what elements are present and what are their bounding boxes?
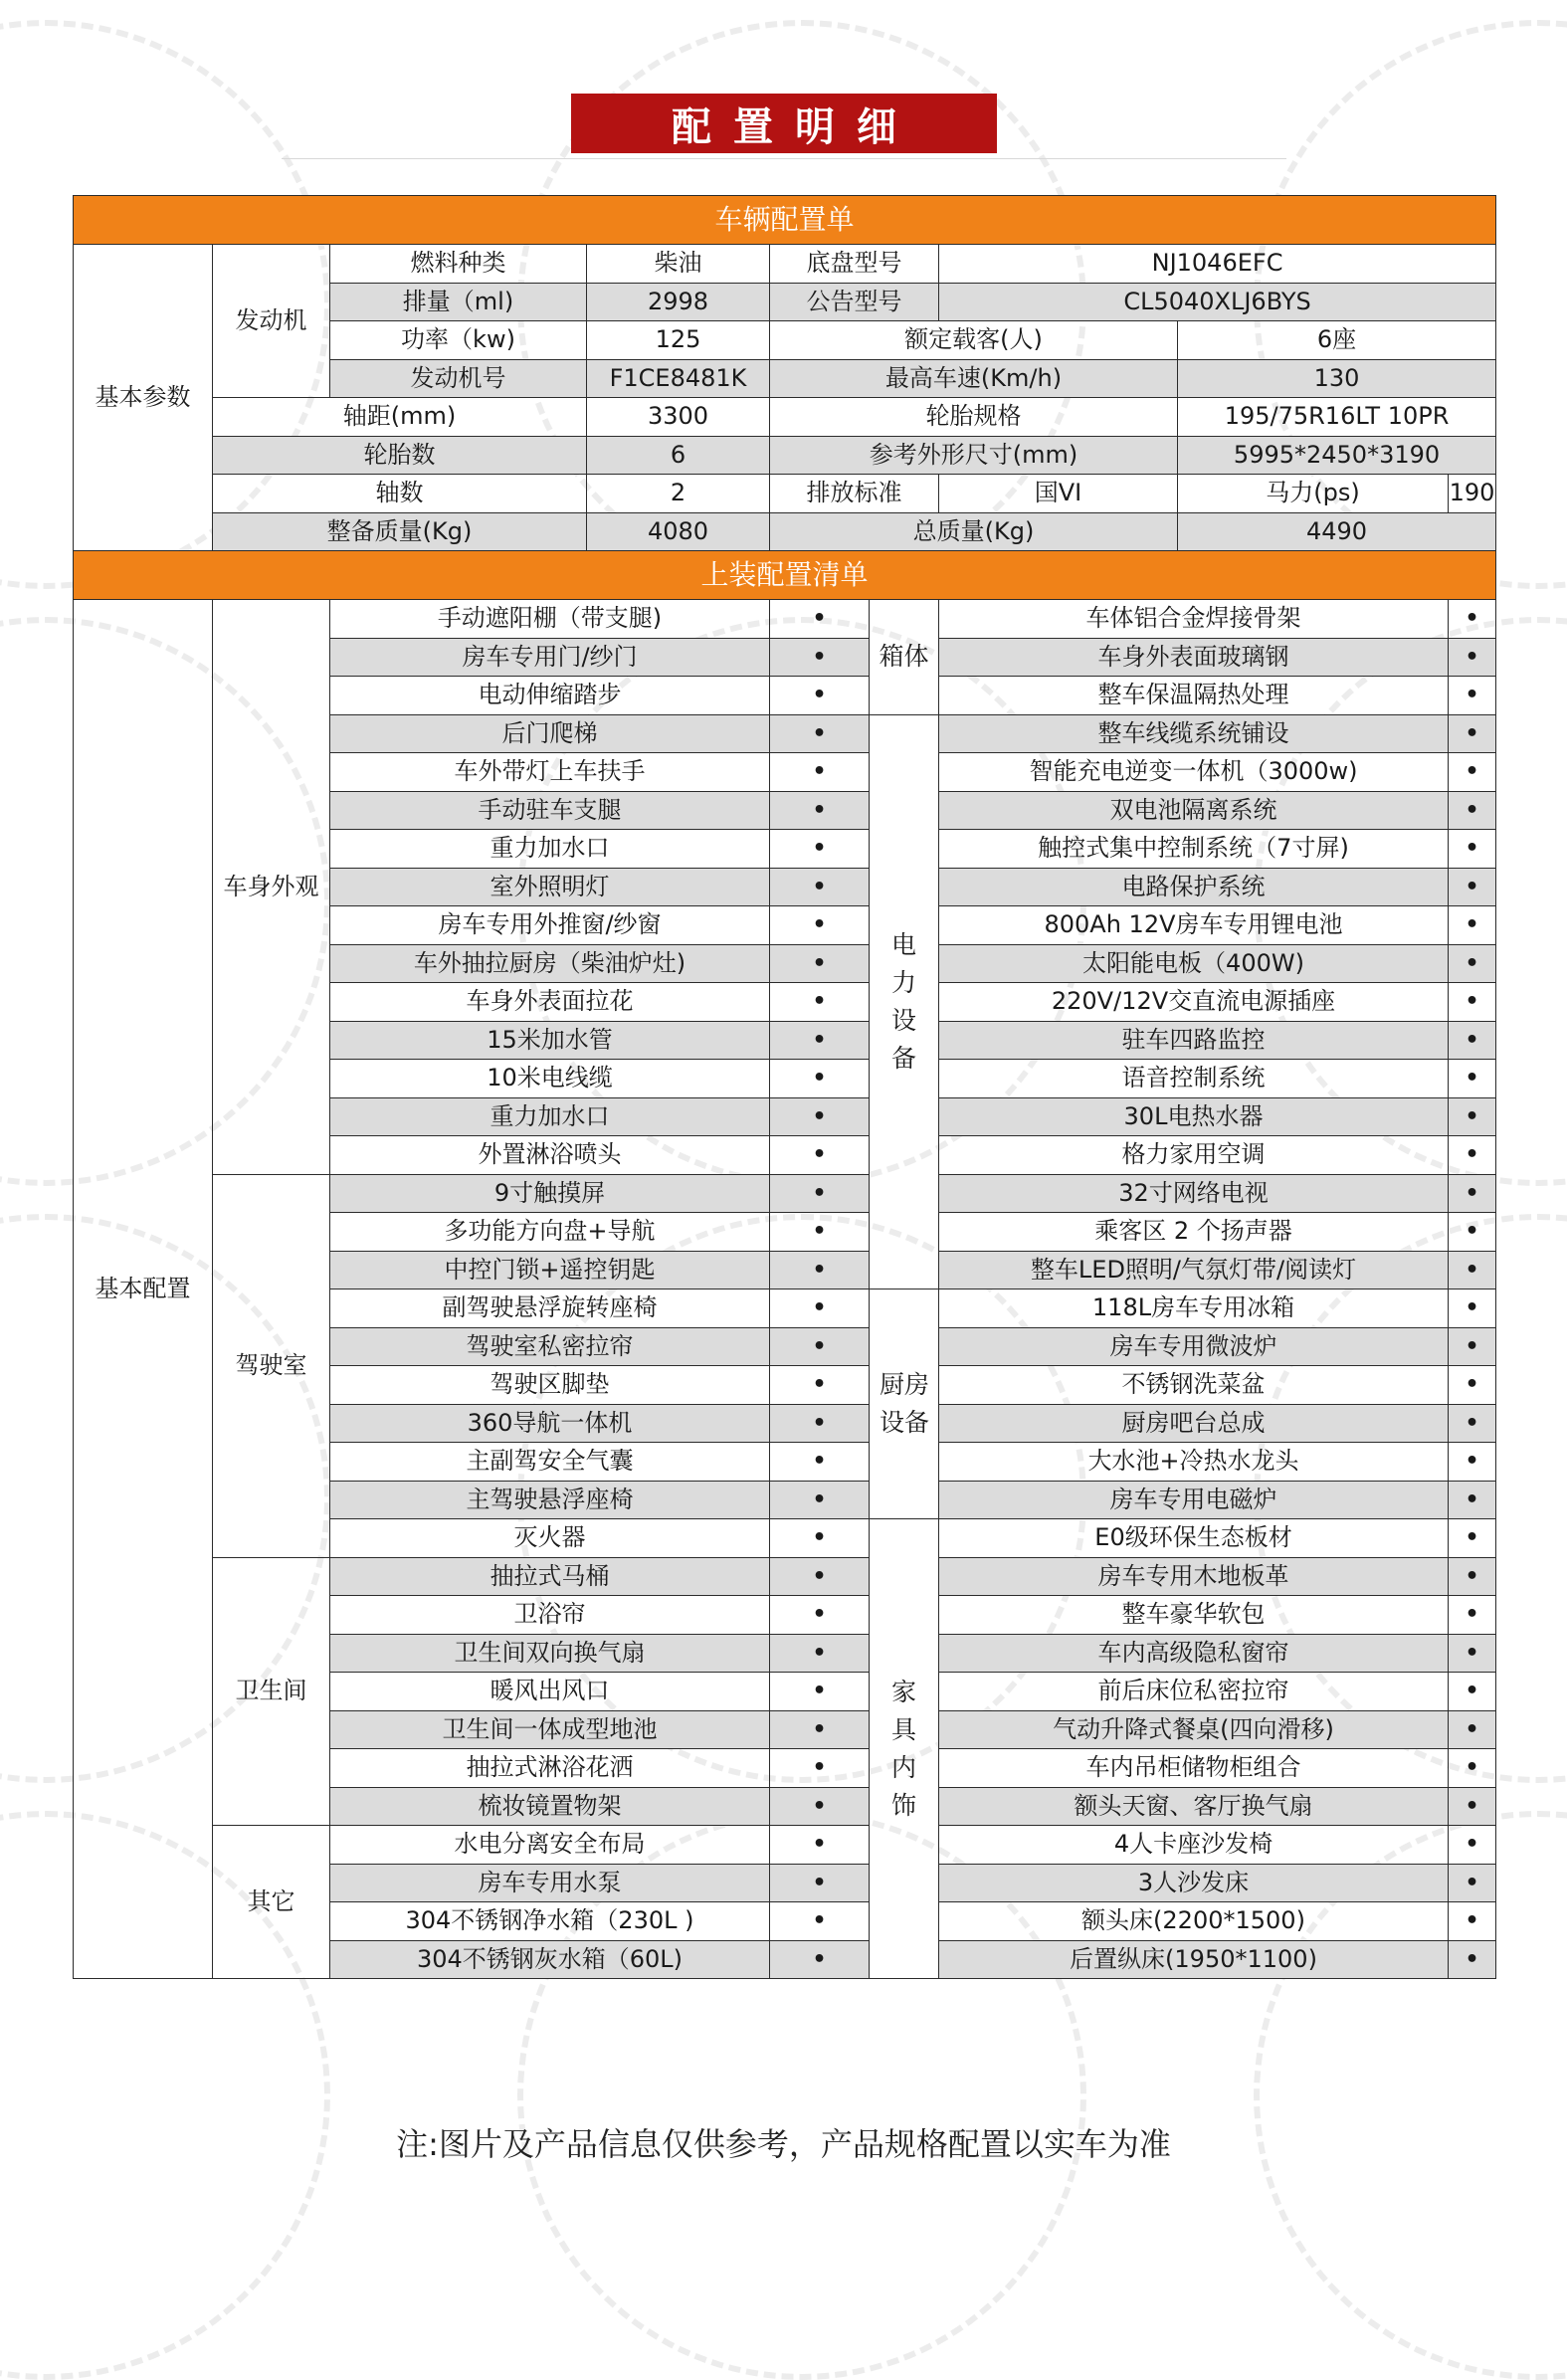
right-item-mark: •	[1449, 1673, 1496, 1711]
rated-passengers-label: 额定载客(人)	[770, 321, 1178, 360]
right-item: 整车豪华软包	[939, 1596, 1449, 1635]
engine-label: 发动机	[213, 245, 330, 398]
right-item: 语音控制系统	[939, 1060, 1449, 1098]
right-group-label-text: 箱体	[879, 642, 929, 672]
power-value: 125	[587, 321, 770, 360]
basic-params-label: 基本参数	[74, 245, 213, 551]
right-item-mark: •	[1449, 1596, 1496, 1635]
right-item-mark: •	[1449, 714, 1496, 753]
left-item-mark: •	[770, 1634, 870, 1673]
left-item: 卫浴帘	[330, 1596, 770, 1635]
left-item-mark: •	[770, 1864, 870, 1902]
right-item-mark: •	[1449, 1557, 1496, 1596]
right-item-mark: •	[1449, 1366, 1496, 1405]
right-item-mark: •	[1449, 638, 1496, 677]
right-item: 房车专用电磁炉	[939, 1481, 1449, 1519]
header-rule	[282, 158, 1286, 159]
right-item: 车身外表面玻璃钢	[939, 638, 1449, 677]
right-item: E0级环保生态板材	[939, 1519, 1449, 1558]
right-item-mark: •	[1449, 983, 1496, 1022]
power-label: 功率（kw)	[330, 321, 587, 360]
gross-weight-label: 总质量(Kg)	[770, 512, 1178, 551]
left-item: 304不锈钢灰水箱（60L)	[330, 1940, 770, 1979]
left-item: 车外带灯上车扶手	[330, 753, 770, 792]
right-item: 格力家用空调	[939, 1136, 1449, 1175]
right-item: 额头床(2200*1500)	[939, 1902, 1449, 1941]
left-item-mark: •	[770, 1213, 870, 1252]
right-item: 车体铝合金焊接骨架	[939, 600, 1449, 639]
left-item: 主驾驶悬浮座椅	[330, 1481, 770, 1519]
footer-note: 注:图片及产品信息仅供参考，产品规格配置以实车为准	[396, 2125, 1171, 2163]
max-speed-value: 130	[1178, 359, 1496, 398]
left-item: 车外抽拉厨房（柴油炉灶)	[330, 944, 770, 983]
left-item: 360导航一体机	[330, 1404, 770, 1443]
left-item: 驾驶区脚垫	[330, 1366, 770, 1405]
equipment-section-title: 上装配置清单	[74, 551, 1496, 600]
announce-model-value: CL5040XLJ6BYS	[939, 283, 1496, 321]
left-item-mark: •	[770, 1596, 870, 1635]
right-item: 智能充电逆变一体机（3000w)	[939, 753, 1449, 792]
left-item: 车身外表面拉花	[330, 983, 770, 1022]
page-header	[0, 94, 1567, 155]
left-item-mark: •	[770, 1826, 870, 1865]
tire-spec-value: 195/75R16LT 10PR	[1178, 398, 1496, 437]
left-item: 后门爬梯	[330, 714, 770, 753]
left-item-mark: •	[770, 1021, 870, 1060]
right-item-mark: •	[1449, 1327, 1496, 1366]
basic-config-label: 基本配置	[74, 600, 213, 1979]
left-item-mark: •	[770, 830, 870, 869]
right-item: 整车LED照明/气氛灯带/阅读灯	[939, 1251, 1449, 1289]
right-item-mark: •	[1449, 1213, 1496, 1252]
left-item-mark: •	[770, 944, 870, 983]
left-item-mark: •	[770, 791, 870, 830]
left-item: 水电分离安全布局	[330, 1826, 770, 1865]
left-item: 灭火器	[330, 1519, 770, 1558]
left-item-mark: •	[770, 868, 870, 906]
rated-passengers-value: 6座	[1178, 321, 1496, 360]
right-item-mark: •	[1449, 1136, 1496, 1175]
dimensions-value: 5995*2450*3190	[1178, 436, 1496, 475]
right-item-mark: •	[1449, 1060, 1496, 1098]
right-item: 气动升降式餐桌(四向滑移)	[939, 1710, 1449, 1749]
left-group-label: 车身外观	[213, 600, 330, 1175]
tire-spec-label: 轮胎规格	[770, 398, 1178, 437]
emission-value: 国VI	[939, 475, 1178, 513]
left-item-mark: •	[770, 1289, 870, 1328]
right-item-mark: •	[1449, 1787, 1496, 1826]
left-item: 卫生间一体成型地池	[330, 1710, 770, 1749]
right-item-mark: •	[1449, 1710, 1496, 1749]
left-item: 手动遮阳棚（带支腿)	[330, 600, 770, 639]
right-item: 车内吊柜储物柜组合	[939, 1749, 1449, 1788]
right-item-mark: •	[1449, 791, 1496, 830]
right-item: 乘客区 2 个扬声器	[939, 1213, 1449, 1252]
left-item-mark: •	[770, 906, 870, 945]
right-item-mark: •	[1449, 1251, 1496, 1289]
left-item-mark: •	[770, 1481, 870, 1519]
displacement-label: 排量（ml)	[330, 283, 587, 321]
left-item-mark: •	[770, 1060, 870, 1098]
left-item-mark: •	[770, 1902, 870, 1941]
wheelbase-label: 轴距(mm)	[213, 398, 587, 437]
page-title: 配置明细	[571, 94, 997, 153]
left-item-mark: •	[770, 1673, 870, 1711]
left-item: 驾驶室私密拉帘	[330, 1327, 770, 1366]
right-item: 整车保温隔热处理	[939, 677, 1449, 715]
right-group-label	[870, 600, 939, 715]
left-item-mark: •	[770, 1327, 870, 1366]
left-item: 房车专用水泵	[330, 1864, 770, 1902]
max-speed-label: 最高车速(Km/h)	[770, 359, 1178, 398]
left-item: 手动驻车支腿	[330, 791, 770, 830]
left-item: 304不锈钢净水箱（230L )	[330, 1902, 770, 1941]
right-item-mark: •	[1449, 753, 1496, 792]
left-item: 电动伸缩踏步	[330, 677, 770, 715]
wheelbase-value: 3300	[587, 398, 770, 437]
left-item: 中控门锁+遥控钥匙	[330, 1251, 770, 1289]
left-item: 外置淋浴喷头	[330, 1136, 770, 1175]
left-item-mark: •	[770, 1749, 870, 1788]
left-item: 卫生间双向换气扇	[330, 1634, 770, 1673]
left-item-mark: •	[770, 1366, 870, 1405]
left-item-mark: •	[770, 1097, 870, 1136]
right-item: 太阳能电板（400W)	[939, 944, 1449, 983]
right-item: 额头天窗、客厅换气扇	[939, 1787, 1449, 1826]
left-group-label: 其它	[213, 1826, 330, 1979]
right-item-mark: •	[1449, 1826, 1496, 1865]
right-item: 大水池+冷热水龙头	[939, 1443, 1449, 1482]
left-item-mark: •	[770, 1519, 870, 1558]
announce-model-label: 公告型号	[770, 283, 939, 321]
right-item: 驻车四路监控	[939, 1021, 1449, 1060]
right-group-label-text: 电力设备	[890, 929, 916, 1073]
right-item: 32寸网络电视	[939, 1174, 1449, 1213]
curb-weight-value: 4080	[587, 512, 770, 551]
right-item-mark: •	[1449, 1097, 1496, 1136]
left-item-mark: •	[770, 1404, 870, 1443]
left-item: 10米电线缆	[330, 1060, 770, 1098]
left-item: 15米加水管	[330, 1021, 770, 1060]
right-item: 前后床位私密拉帘	[939, 1673, 1449, 1711]
left-item: 9寸触摸屏	[330, 1174, 770, 1213]
right-item-mark: •	[1449, 1289, 1496, 1328]
right-item-mark: •	[1449, 1864, 1496, 1902]
left-group-label: 驾驶室	[213, 1174, 330, 1557]
right-item: 电路保护系统	[939, 868, 1449, 906]
right-item: 220V/12V交直流电源插座	[939, 983, 1449, 1022]
tire-count-value: 6	[587, 436, 770, 475]
left-item-mark: •	[770, 1787, 870, 1826]
right-item-mark: •	[1449, 1443, 1496, 1482]
right-item-mark: •	[1449, 1481, 1496, 1519]
right-item: 房车专用木地板革	[939, 1557, 1449, 1596]
vehicle-section-title: 车辆配置单	[74, 196, 1496, 245]
right-item-mark: •	[1449, 1174, 1496, 1213]
right-group-label	[870, 1289, 939, 1519]
right-item-mark: •	[1449, 1749, 1496, 1788]
right-group-label-text: 家具内饰	[890, 1677, 916, 1820]
left-item: 房车专用门/纱门	[330, 638, 770, 677]
left-item: 抽拉式淋浴花洒	[330, 1749, 770, 1788]
right-item: 整车线缆系统铺设	[939, 714, 1449, 753]
right-item-mark: •	[1449, 868, 1496, 906]
left-item: 房车专用外推窗/纱窗	[330, 906, 770, 945]
left-item-mark: •	[770, 1443, 870, 1482]
right-item: 车内高级隐私窗帘	[939, 1634, 1449, 1673]
left-item-mark: •	[770, 1251, 870, 1289]
axles-value: 2	[587, 475, 770, 513]
tire-count-label: 轮胎数	[213, 436, 587, 475]
curb-weight-label: 整备质量(Kg)	[213, 512, 587, 551]
chassis-model-label: 底盘型号	[770, 245, 939, 284]
horsepower-label: 马力(ps)	[1178, 475, 1449, 513]
left-item: 梳妆镜置物架	[330, 1787, 770, 1826]
emission-label: 排放标准	[770, 475, 939, 513]
left-group-label: 卫生间	[213, 1557, 330, 1826]
left-item-mark: •	[770, 714, 870, 753]
left-item-mark: •	[770, 1940, 870, 1979]
horsepower-value: 190	[1449, 475, 1496, 513]
right-item: 后置纵床(1950*1100)	[939, 1940, 1449, 1979]
chassis-model-value: NJ1046EFC	[939, 245, 1496, 284]
right-item: 3人沙发床	[939, 1864, 1449, 1902]
right-item: 房车专用微波炉	[939, 1327, 1449, 1366]
displacement-value: 2998	[587, 283, 770, 321]
fuel-type-label: 燃料种类	[330, 245, 587, 284]
right-item: 不锈钢洗菜盆	[939, 1366, 1449, 1405]
right-item: 触控式集中控制系统（7寸屏)	[939, 830, 1449, 869]
right-item-mark: •	[1449, 944, 1496, 983]
right-item: 800Ah 12V房车专用锂电池	[939, 906, 1449, 945]
axles-label: 轴数	[213, 475, 587, 513]
right-item-mark: •	[1449, 1634, 1496, 1673]
fuel-type-value: 柴油	[587, 245, 770, 284]
left-item-mark: •	[770, 1710, 870, 1749]
left-item-mark: •	[770, 1557, 870, 1596]
left-item: 抽拉式马桶	[330, 1557, 770, 1596]
right-item: 4人卡座沙发椅	[939, 1826, 1449, 1865]
left-item-mark: •	[770, 753, 870, 792]
right-item-mark: •	[1449, 1404, 1496, 1443]
left-item: 室外照明灯	[330, 868, 770, 906]
right-group-label	[870, 714, 939, 1289]
dimensions-label: 参考外形尺寸(mm)	[770, 436, 1178, 475]
left-item: 重力加水口	[330, 830, 770, 869]
left-item-mark: •	[770, 983, 870, 1022]
left-item-mark: •	[770, 1136, 870, 1175]
right-group-label	[870, 1519, 939, 1979]
right-item-mark: •	[1449, 1940, 1496, 1979]
right-item-mark: •	[1449, 1902, 1496, 1941]
left-item-mark: •	[770, 600, 870, 639]
left-item: 暖风出风口	[330, 1673, 770, 1711]
engine-no-label: 发动机号	[330, 359, 587, 398]
right-item-mark: •	[1449, 1021, 1496, 1060]
right-item: 厨房吧台总成	[939, 1404, 1449, 1443]
left-item: 多功能方向盘+导航	[330, 1213, 770, 1252]
left-item-mark: •	[770, 677, 870, 715]
engine-no-value: F1CE8481K	[587, 359, 770, 398]
left-item-mark: •	[770, 638, 870, 677]
right-item-mark: •	[1449, 600, 1496, 639]
left-item: 主副驾安全气囊	[330, 1443, 770, 1482]
right-item-mark: •	[1449, 677, 1496, 715]
right-item: 118L房车专用冰箱	[939, 1289, 1449, 1328]
config-table	[73, 195, 1496, 1979]
left-item: 副驾驶悬浮旋转座椅	[330, 1289, 770, 1328]
right-item: 双电池隔离系统	[939, 791, 1449, 830]
left-item: 重力加水口	[330, 1097, 770, 1136]
gross-weight-value: 4490	[1178, 512, 1496, 551]
right-item-mark: •	[1449, 830, 1496, 869]
right-item-mark: •	[1449, 906, 1496, 945]
right-group-label-text: 厨房设备	[879, 1370, 929, 1437]
right-item: 30L电热水器	[939, 1097, 1449, 1136]
left-item-mark: •	[770, 1174, 870, 1213]
right-item-mark: •	[1449, 1519, 1496, 1558]
